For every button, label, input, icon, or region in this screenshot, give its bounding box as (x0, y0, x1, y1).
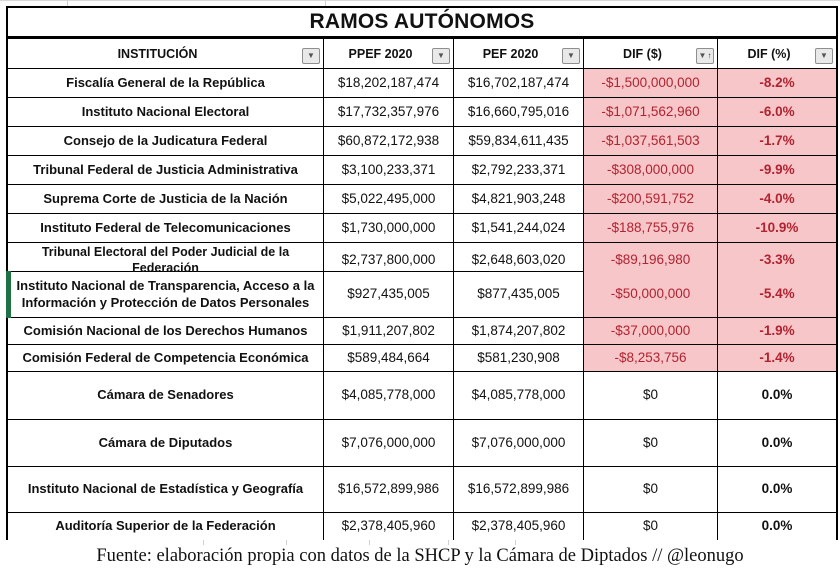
cell-ppef-2020: $927,435,005 (324, 272, 454, 317)
cell-dif-pct: -1.7% (718, 127, 836, 155)
table-row (8, 127, 836, 156)
cell-dif-abs: -$1,500,000,000 (584, 69, 718, 97)
table-row (8, 272, 836, 318)
table-row (8, 156, 836, 185)
cell-ppef-2020: $5,022,495,000 (324, 185, 454, 213)
cell-dif-abs: -$308,000,000 (584, 156, 718, 184)
cell-dif-abs: -$1,037,561,503 (584, 127, 718, 155)
cell-dif-pct: -6.0% (718, 98, 836, 126)
cell-dif-pct: 0.0% (718, 513, 836, 540)
cell-ppef-2020: $2,737,800,000 (324, 243, 454, 278)
cell-pef-2020: $4,085,778,000 (454, 372, 584, 419)
cell-dif-pct: 0.0% (718, 372, 836, 419)
table-row (8, 467, 836, 513)
cell-dif-pct: -9.9% (718, 156, 836, 184)
table-row (8, 513, 836, 540)
header-label: DIF (%) (747, 46, 791, 61)
cell-dif-abs: -$89,196,980 (584, 243, 718, 278)
sort-ascending-icon: ↑ (707, 51, 712, 60)
source-footer (0, 543, 840, 569)
cell-dif-abs: -$50,000,000 (584, 272, 718, 317)
filter-dropdown-icon: ▼ (698, 51, 707, 60)
cell-ppef-2020: $1,730,000,000 (324, 214, 454, 242)
table-row (8, 243, 836, 275)
table-row (8, 214, 836, 243)
cell-pef-2020: $16,702,187,474 (454, 69, 584, 97)
cell-ppef-2020: $17,732,357,976 (324, 98, 454, 126)
cell-dif-pct: -5.4% (718, 272, 836, 317)
cell-institucion: Instituto Nacional Electoral (8, 98, 324, 126)
cell-ppef-2020: $16,572,899,986 (324, 467, 454, 512)
cell-pef-2020: $7,076,000,000 (454, 420, 584, 466)
table-row (8, 318, 836, 345)
cell-ppef-2020: $18,202,187,474 (324, 69, 454, 97)
cell-pef-2020: $2,792,233,371 (454, 156, 584, 184)
cell-dif-pct: 0.0% (718, 420, 836, 466)
cell-institucion: Cámara de Senadores (8, 372, 324, 419)
cell-dif-pct: -10.9% (718, 214, 836, 242)
header-dif-pct (718, 39, 836, 68)
cell-ppef-2020: $2,378,405,960 (324, 513, 454, 540)
cell-institucion: Instituto Federal de Telecomunicaciones (8, 214, 324, 242)
cell-dif-pct: -1.9% (718, 318, 836, 344)
cell-ppef-2020: $7,076,000,000 (324, 420, 454, 466)
table-row (8, 185, 836, 214)
table-row (8, 98, 836, 127)
table-row (8, 345, 836, 372)
cell-institucion: Instituto Nacional de Transparencia, Acceso a la Información y Protección de Datos Personales (8, 272, 324, 317)
cell-institucion: Tribunal Federal de Justicia Administrativa (8, 156, 324, 184)
header-label: INSTITUCIÓN (117, 46, 198, 61)
cell-pef-2020: $1,874,207,802 (454, 318, 584, 344)
filter-dropdown-ppef-2020[interactable] (432, 48, 450, 64)
table-title-row (8, 8, 836, 39)
page-title: RAMOS AUTÓNOMOS (309, 10, 535, 33)
header-ppef-2020 (324, 39, 454, 68)
cell-dif-pct: -4.0% (718, 185, 836, 213)
cell-dif-pct: 0.0% (718, 467, 836, 512)
filter-dropdown-institucion[interactable] (302, 48, 320, 64)
cell-dif-abs: $0 (584, 372, 718, 419)
header-dif-abs (584, 39, 718, 68)
header-label: DIF ($) (623, 46, 662, 61)
filter-dropdown-icon: ▼ (307, 51, 315, 60)
cell-institucion: Instituto Nacional de Estadística y Geografía (8, 467, 324, 512)
filter-dropdown-icon: ▼ (820, 51, 828, 60)
cell-dif-pct: -3.3% (718, 243, 836, 278)
cell-dif-abs: $0 (584, 420, 718, 466)
cell-pef-2020: $59,834,611,435 (454, 127, 584, 155)
filter-dropdown-dif-pct[interactable] (815, 48, 833, 64)
cell-dif-pct: -8.2% (718, 69, 836, 97)
cell-dif-abs: -$200,591,752 (584, 185, 718, 213)
budget-table (6, 6, 838, 542)
cell-institucion: Auditoría Superior de la Federación (8, 513, 324, 540)
table-row (8, 420, 836, 467)
cell-dif-abs: $0 (584, 467, 718, 512)
cell-pef-2020: $4,821,903,248 (454, 185, 584, 213)
cell-ppef-2020: $4,085,778,000 (324, 372, 454, 419)
cell-dif-abs: -$1,071,562,960 (584, 98, 718, 126)
cell-ppef-2020: $60,872,172,938 (324, 127, 454, 155)
cell-pef-2020: $2,648,603,020 (454, 243, 584, 278)
filter-dropdown-icon: ▼ (567, 51, 575, 60)
header-pef-2020 (454, 39, 584, 68)
cell-dif-abs: -$188,755,976 (584, 214, 718, 242)
source-text: Fuente: elaboración propia con datos de la SHCP y la Cámara de Diptados // @leonugo (96, 545, 744, 566)
cell-pef-2020: $2,378,405,960 (454, 513, 584, 540)
header-label: PEF 2020 (482, 46, 539, 61)
filter-dropdown-sorted-dif-abs[interactable] (696, 48, 714, 64)
table-header-row (8, 39, 836, 69)
cell-ppef-2020: $589,484,664 (324, 345, 454, 371)
cell-pef-2020: $1,541,244,024 (454, 214, 584, 242)
cell-dif-abs: $0 (584, 513, 718, 540)
cell-institucion: Comisión Nacional de los Derechos Humanos (8, 318, 324, 344)
cell-pef-2020: $16,572,899,986 (454, 467, 584, 512)
cell-institucion: Fiscalía General de la República (8, 69, 324, 97)
cell-institucion: Cámara de Diputados (8, 420, 324, 466)
filter-dropdown-pef-2020[interactable] (562, 48, 580, 64)
header-label: PPEF 2020 (348, 46, 413, 61)
cell-pef-2020: $581,230,908 (454, 345, 584, 371)
cell-institucion: Suprema Corte de Justicia de la Nación (8, 185, 324, 213)
cell-ppef-2020: $3,100,233,371 (324, 156, 454, 184)
cell-institucion: Tribunal Electoral del Poder Judicial de la Federación (8, 243, 324, 278)
cell-dif-abs: -$8,253,756 (584, 345, 718, 371)
cell-dif-pct: -1.4% (718, 345, 836, 371)
table-row (8, 372, 836, 420)
cell-institucion: Consejo de la Judicatura Federal (8, 127, 324, 155)
cell-ppef-2020: $1,911,207,802 (324, 318, 454, 344)
table-row (8, 69, 836, 98)
row-highlight-green-bar (6, 271, 11, 318)
cell-pef-2020: $877,435,005 (454, 272, 584, 317)
cell-institucion: Comisión Federal de Competencia Económica (8, 345, 324, 371)
cell-dif-abs: -$37,000,000 (584, 318, 718, 344)
cell-pef-2020: $16,660,795,016 (454, 98, 584, 126)
header-institucion (8, 39, 324, 68)
filter-dropdown-icon: ▼ (437, 51, 445, 60)
